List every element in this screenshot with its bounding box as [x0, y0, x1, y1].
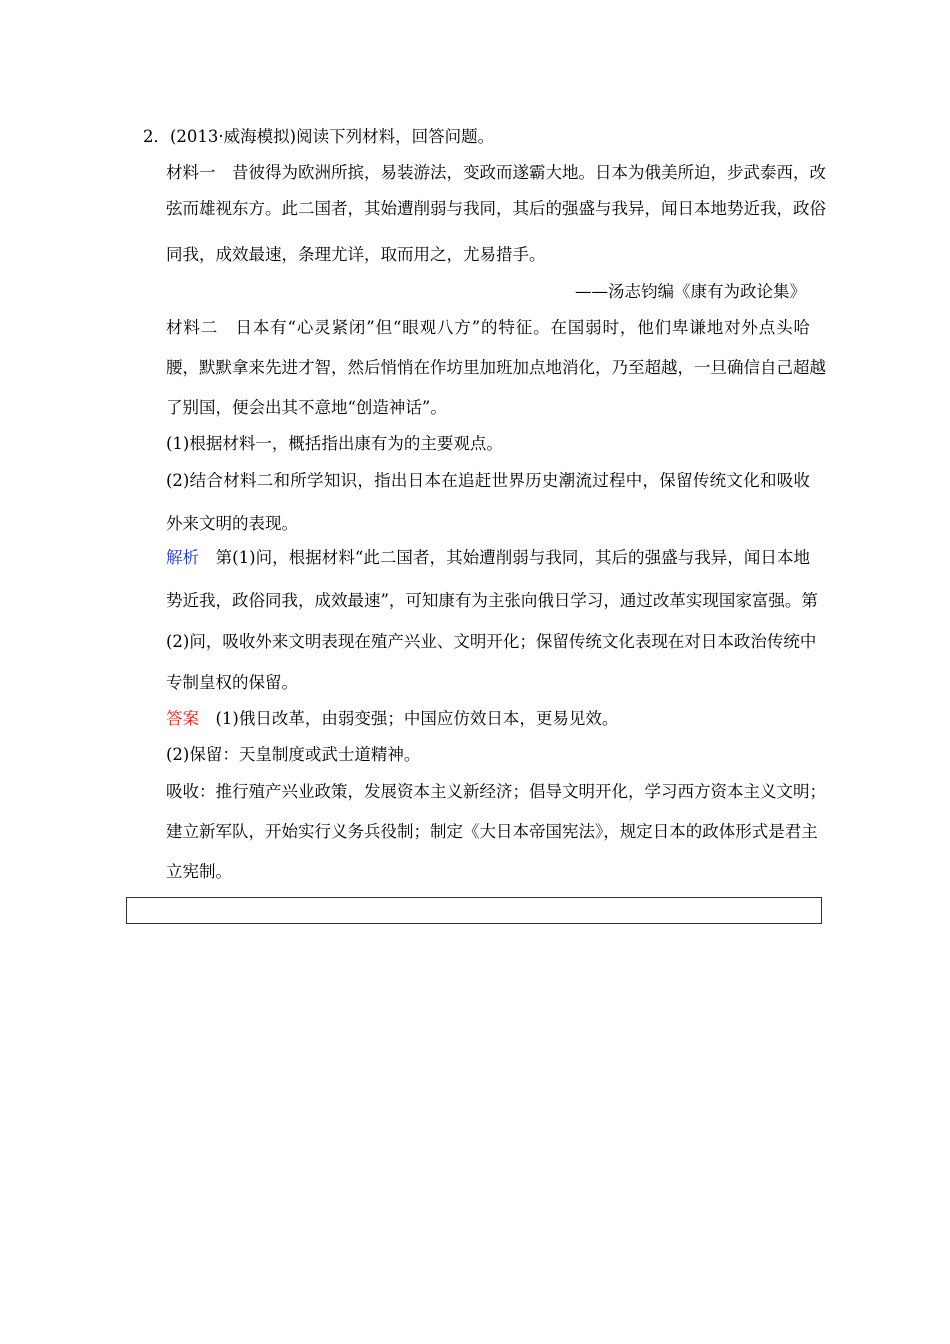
answer-line-3: 吸收：推行殖产兴业政策，发展资本主义新经济；倡导文明开化，学习西方资本主义文明； — [166, 782, 826, 801]
question-intro: (2013·威海模拟)阅读下列材料，回答问题。 — [170, 127, 495, 146]
answer-line-4: 建立新军队，开始实行义务兵役制；制定《大日本帝国宪法》，规定日本的政体形式是君主 — [166, 822, 818, 841]
sub-question-2: (2)结合材料二和所学知识，指出日本在追赶世界历史潮流过程中，保留传统文化和吸收 — [166, 471, 810, 490]
sub-question-2-cont: 外来文明的表现。 — [166, 514, 298, 533]
answer-label: 答案 — [166, 709, 199, 728]
material1-label: 材料一 — [166, 163, 216, 182]
material1-line-3: 同我，成效最速，条理尤详，取而用之，尤易措手。 — [166, 245, 546, 264]
material2-line-2: 腰，默默拿来先进才智，然后悄悄在作坊里加班加点地消化，乃至超越，一旦确信自己超越 — [166, 358, 826, 377]
analysis-line-4: 专制皇权的保留。 — [166, 673, 298, 692]
question-header — [143, 127, 494, 147]
question-number: 2． — [143, 127, 170, 146]
analysis-label: 解析 — [166, 548, 200, 567]
answer-line-1: 答案 (1)俄日改革，由弱变强；中国应仿效日本，更易见效。 — [166, 709, 619, 728]
analysis-line-2: 势近我，政俗同我，成效最速”，可知康有为主张向俄日学习，通过改革实现国家富强。第 — [166, 591, 818, 610]
material1-citation: ——汤志钧编《康有为政论集》 — [575, 282, 806, 301]
material2-line-3: 了别国，便会出其不意地“创造神话”。 — [166, 398, 447, 417]
answer-line-2: (2)保留：天皇制度或武士道精神。 — [166, 745, 421, 764]
material1-line-1: 材料一 昔彼得为欧洲所摈，易装游法，变政而遂霸大地。日本为俄美所迫，步武泰西，改 — [166, 163, 826, 182]
material2-line-1: 材料二 日本有“心灵紧闭”但“眼观八方”的特征。在国弱时，他们卑谦地对外点头哈 — [166, 318, 811, 337]
material1-line-2: 弦而雄视东方。此二国者，其始遭削弱与我同，其后的强盛与我异，闻日本地势近我，政俗 — [166, 199, 826, 218]
sub-question-1: (1)根据材料一，概括指出康有为的主要观点。 — [166, 434, 503, 453]
answer-line-5: 立宪制。 — [166, 862, 232, 881]
analysis-line-1: 解析 第(1)问，根据材料“此二国者，其始遭削弱与我同，其后的强盛与我异，闻日本地 — [166, 548, 811, 567]
material2-label: 材料二 — [166, 318, 219, 337]
analysis-line-3: (2)问，吸收外来文明表现在殖产兴业、文明开化；保留传统文化表现在对日本政治传统中 — [166, 632, 817, 651]
empty-answer-box — [126, 897, 822, 924]
